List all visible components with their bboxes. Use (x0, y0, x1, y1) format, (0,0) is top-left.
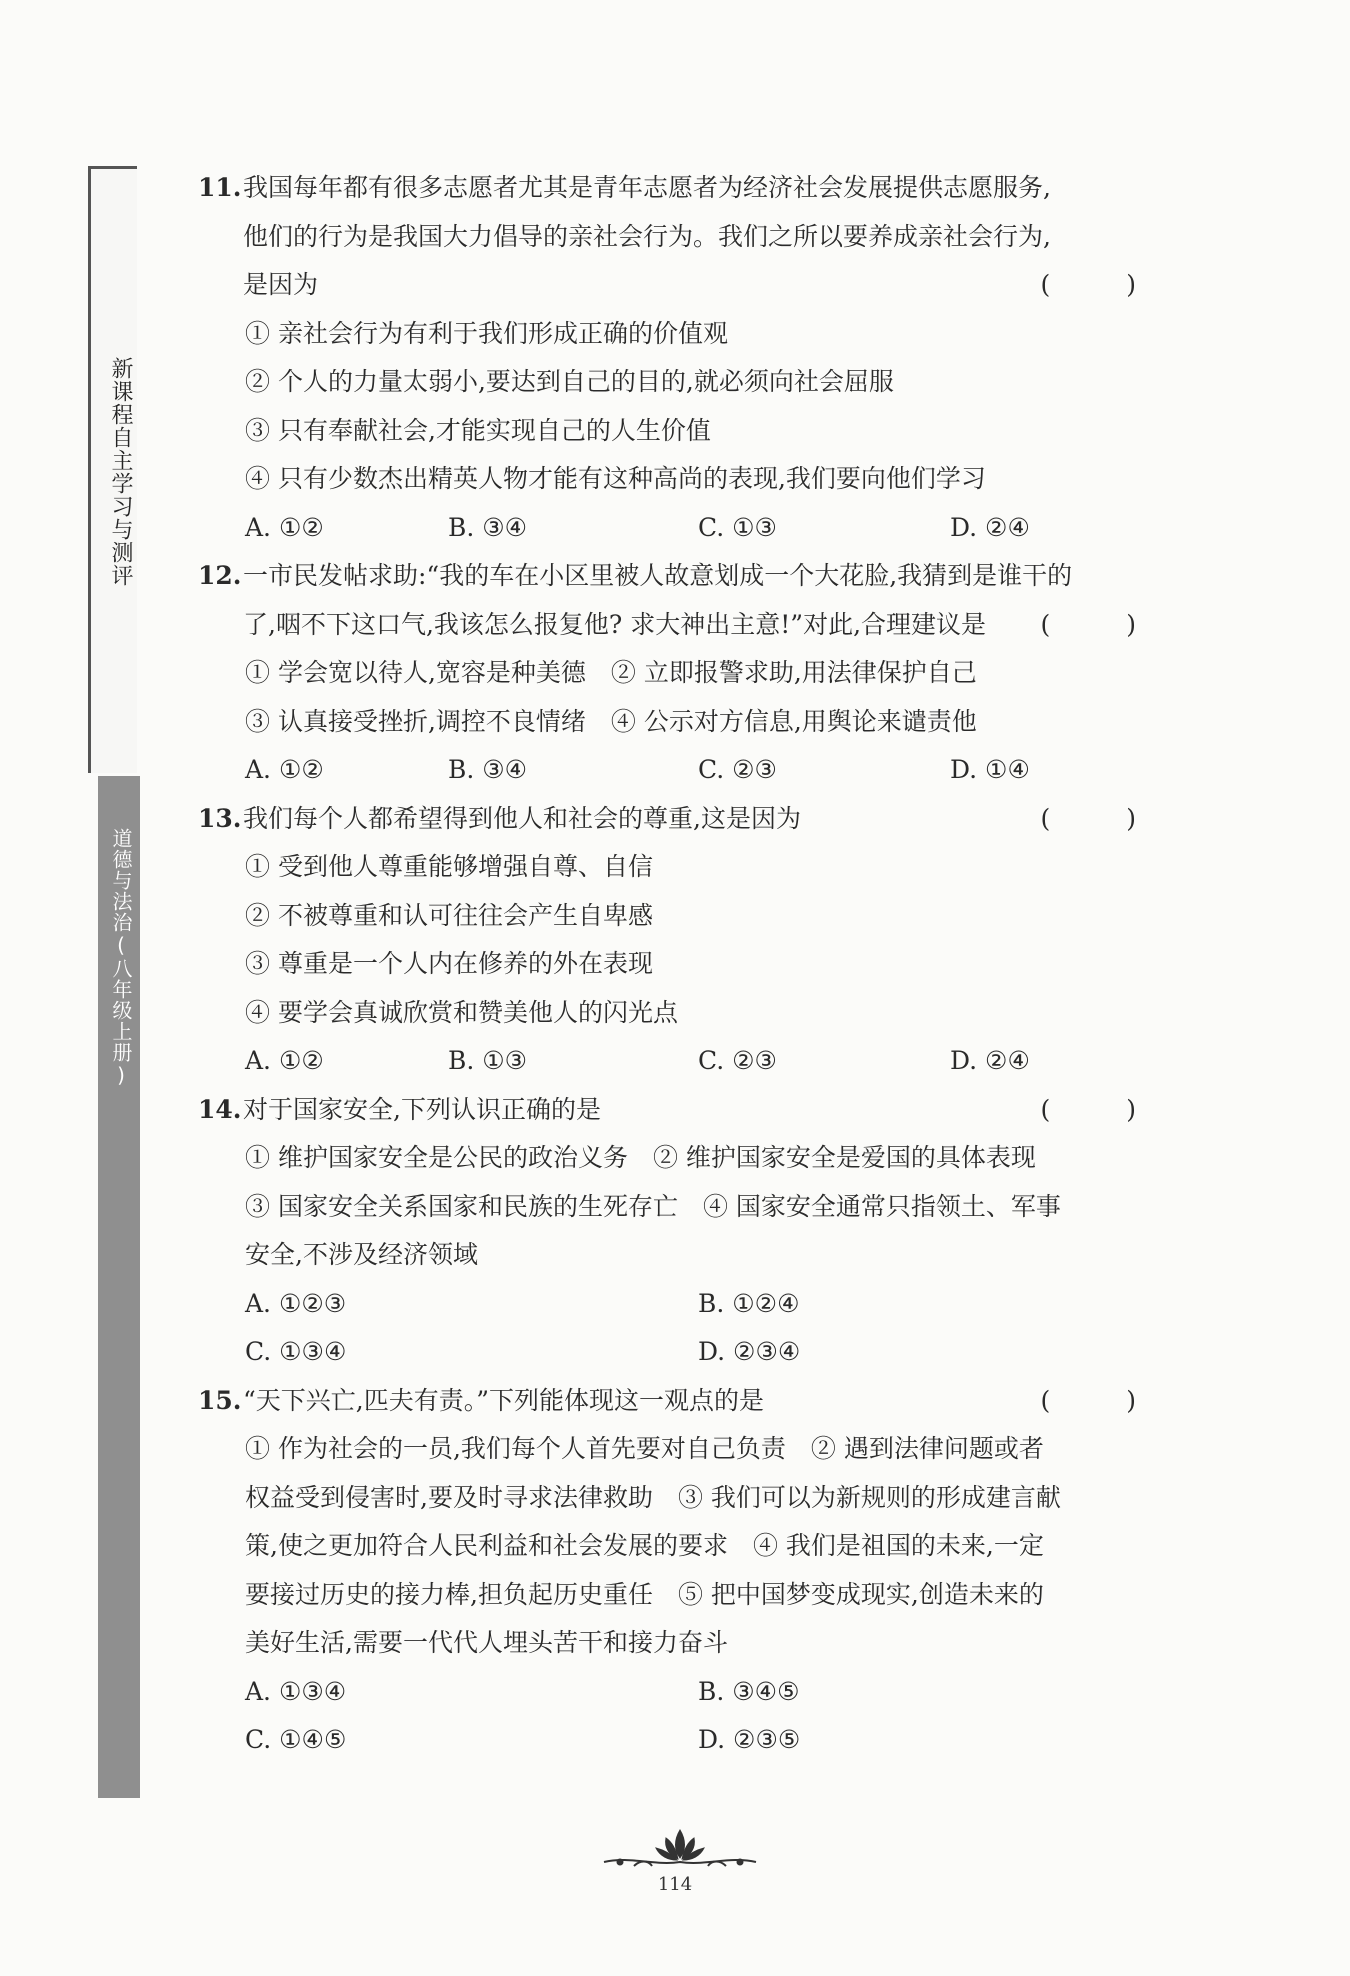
question-14 (198, 1086, 1170, 1377)
answer-options (198, 1716, 1164, 1765)
question-15 (198, 1377, 1170, 1765)
statement: ② 不被尊重和认可往往会产生自卑感 (245, 900, 653, 930)
option-c[interactable]: C. ①④⑤ (245, 1725, 347, 1754)
statement: ③ 认真接受挫折,调控不良情绪 ④ 公示对方信息,用舆论来谴责他 (245, 706, 977, 736)
question-stem: 了,咽不下这口气,我该怎么报复他? 求大神出主意!”对此,合理建议是 ( ) (198, 601, 1164, 650)
answer-options (198, 1328, 1164, 1377)
footer-ornament-icon (600, 1826, 760, 1876)
statement: 策,使之更加符合人民利益和社会发展的要求 ④ 我们是祖国的未来,一定 (245, 1531, 1044, 1560)
question-number: 13. (198, 803, 242, 833)
question-list (198, 164, 1170, 1765)
statement: 安全,不涉及经济领域 (245, 1240, 478, 1269)
option-c[interactable]: C. ①③ (698, 512, 777, 542)
option-d[interactable]: D. ②④ (950, 1046, 1030, 1075)
option-c[interactable]: C. ①③④ (245, 1337, 347, 1366)
option-d[interactable]: D. ①④ (950, 755, 1030, 784)
statement: ③ 尊重是一个人内在修养的外在表现 (245, 949, 653, 978)
question-11 (198, 164, 1170, 552)
statement: ① 亲社会行为有利于我们形成正确的价值观 (245, 318, 728, 348)
page-number: 114 (657, 1874, 693, 1895)
option-a[interactable]: A. ①② (245, 755, 324, 784)
question-stem: 14. 对于国家安全,下列认识正确的是 ( ) (198, 1086, 1164, 1135)
option-c[interactable]: C. ②③ (698, 1046, 777, 1075)
option-c[interactable]: C. ②③ (698, 755, 777, 784)
option-b[interactable]: B. ①③ (448, 1046, 528, 1075)
answer-blank[interactable]: ( ) (1040, 1385, 1170, 1415)
answer-blank[interactable]: ( ) (1040, 270, 1170, 299)
question-stem: 13. 我们每个人都希望得到他人和社会的尊重,这是因为 ( ) (198, 795, 1164, 844)
question-stem: 11. 我国每年都有很多志愿者尤其是青年志愿者为经济社会发展提供志愿服务, (198, 164, 1164, 213)
statement: ① 维护国家安全是公民的政治义务 ② 维护国家安全是爱国的具体表现 (245, 1143, 1036, 1172)
answer-blank[interactable]: ( ) (1040, 609, 1170, 639)
statement: ④ 要学会真诚欣赏和赞美他人的闪光点 (245, 997, 678, 1027)
question-number: 15. (198, 1385, 242, 1415)
question-number: 12. (198, 561, 242, 590)
question-number: 11. (198, 173, 242, 202)
option-b[interactable]: B. ③④ (448, 755, 528, 784)
statement: ① 作为社会的一员,我们每个人首先要对自己负责 ② 遇到法律问题或者 (245, 1434, 1044, 1463)
statement: 要接过历史的接力棒,担负起历史重任 ⑤ 把中国梦变成现实,创造未来的 (245, 1579, 1044, 1609)
option-d[interactable]: D. ②④ (950, 512, 1030, 542)
option-a[interactable]: A. ①② (245, 512, 324, 542)
sidebar-series-tab (88, 166, 137, 773)
option-b[interactable]: B. ③④ (448, 512, 528, 542)
option-b[interactable]: B. ①②④ (698, 1288, 800, 1318)
statement: ① 受到他人尊重能够增强自尊、自信 (245, 852, 653, 881)
answer-options (198, 504, 1164, 553)
answer-blank[interactable]: ( ) (1040, 1094, 1170, 1124)
question-12 (198, 552, 1170, 795)
answer-options (198, 746, 1164, 795)
statement: ③ 只有奉献社会,才能实现自己的人生价值 (245, 415, 711, 445)
answer-options (198, 1037, 1164, 1086)
statement: ② 个人的力量太弱小,要达到自己的目的,就必须向社会屈服 (245, 367, 894, 396)
answer-blank[interactable]: ( ) (1040, 803, 1170, 833)
question-stem: 12. 一市民发帖求助:“我的车在小区里被人故意划成一个大花脸,我猜到是谁干的 (198, 552, 1164, 601)
sidebar-subject-tab (98, 776, 140, 1798)
question-stem: 15. “天下兴亡,匹夫有责。”下列能体现这一观点的是 ( ) (198, 1377, 1164, 1426)
option-b[interactable]: B. ③④⑤ (698, 1676, 800, 1706)
statement: ③ 国家安全关系国家和民族的生死存亡 ④ 国家安全通常只指领土、军事 (245, 1191, 1061, 1221)
question-13 (198, 795, 1170, 1086)
option-d[interactable]: D. ②③⑤ (698, 1725, 801, 1754)
option-a[interactable]: A. ①③④ (245, 1676, 347, 1706)
answer-options (198, 1668, 1164, 1717)
answer-options (198, 1280, 1164, 1329)
question-number: 14. (198, 1094, 242, 1124)
statement: 权益受到侵害时,要及时寻求法律救助 ③ 我们可以为新规则的形成建言献 (245, 1482, 1061, 1512)
statement: ④ 只有少数杰出精英人物才能有这种高尚的表现,我们要向他们学习 (245, 464, 986, 493)
option-a[interactable]: A. ①②③ (245, 1288, 347, 1318)
subject-title: 道德与法治(八年级上册) (109, 828, 133, 1088)
series-title: 新课程自主学习与测评 (108, 357, 133, 587)
statement: 美好生活,需要一代代人埋头苦干和接力奋斗 (245, 1628, 728, 1657)
question-stem: 是因为 ( ) (198, 261, 1164, 310)
statement: ① 学会宽以待人,宽容是种美德 ② 立即报警求助,用法律保护自己 (245, 658, 977, 687)
option-d[interactable]: D. ②③④ (698, 1337, 801, 1366)
option-a[interactable]: A. ①② (245, 1046, 324, 1075)
question-stem: 他们的行为是我国大力倡导的亲社会行为。我们之所以要养成亲社会行为, (243, 221, 1051, 251)
